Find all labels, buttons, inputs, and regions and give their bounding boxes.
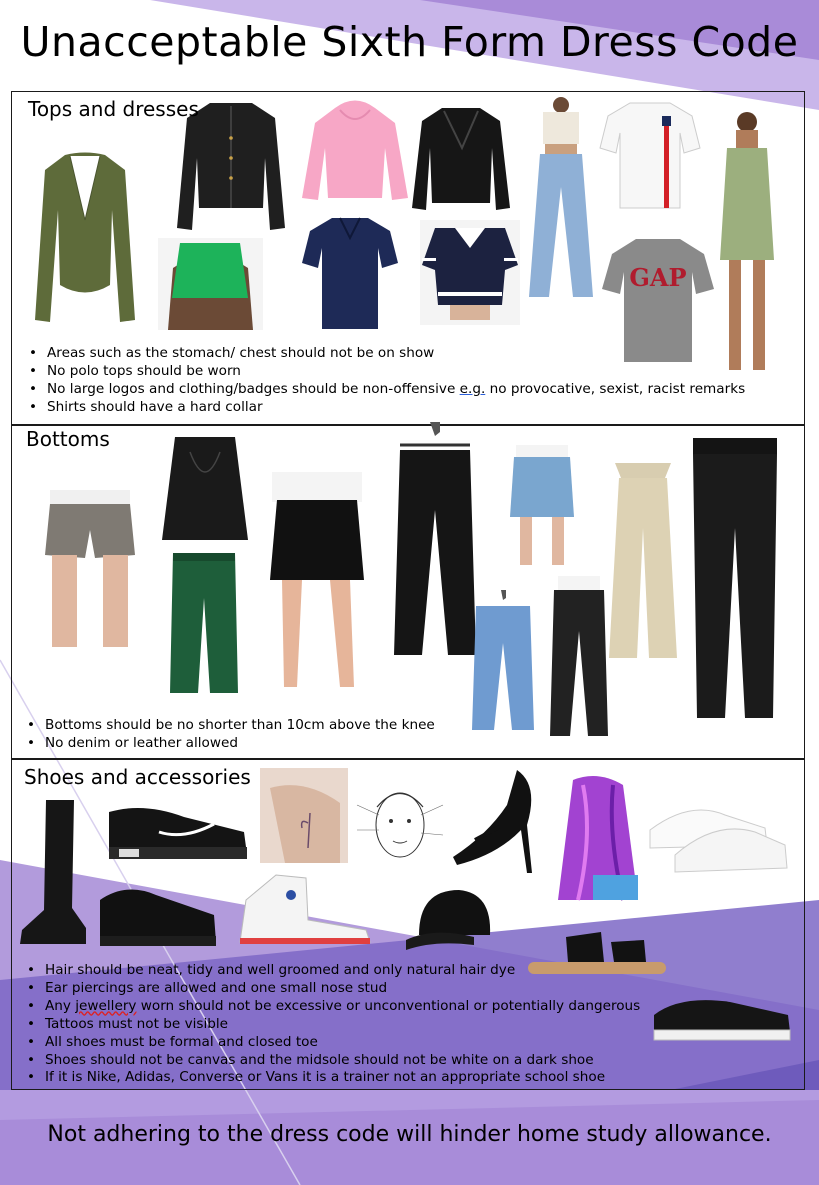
gap-logo-text: GAP [629, 263, 687, 292]
black-corduroy-skirt-image [262, 472, 372, 690]
grey-shorts-image [40, 490, 140, 650]
arm-tattoo-image [260, 768, 348, 863]
black-strappy-heels-image [447, 765, 543, 877]
shoes-section-title: Shoes and accessories [24, 765, 251, 789]
list-item: • Hair should be neat, tidy and well groomed and only natural hair dye [25, 962, 640, 980]
leather-mini-skirt-image [160, 432, 250, 544]
green-joggers-image [168, 548, 240, 698]
white-trainers-image [645, 790, 790, 890]
navy-polo-shirt-image [302, 213, 398, 331]
green-mini-dress-image [702, 110, 792, 375]
list-item: • Tattoos must not be visible [25, 1016, 640, 1034]
list-item: • Any jewellery worn should not be excessive or unconventional or potentially dangerous [25, 998, 640, 1016]
jewellery-word: jewellery [75, 997, 137, 1014]
eg-abbreviation: e.g. [459, 380, 486, 397]
list-item: • If it is Nike, Adidas, Converse or Vans it is a trainer not an appropriate school shoe [25, 1069, 640, 1087]
black-slip-on-vans-image [650, 990, 792, 1045]
black-thigh-high-boots-image [16, 798, 88, 946]
bottoms-bullet-list [25, 717, 435, 753]
shoes-bullet-list [25, 962, 640, 1087]
footer-note: Not adhering to the dress code will hinder home study allowance. [47, 1122, 772, 1147]
blue-mom-jeans-image [472, 588, 534, 734]
pink-hoodie-image [300, 98, 410, 208]
crop-top-with-jeans-image [525, 97, 597, 302]
purple-dyed-hair-image [553, 775, 643, 903]
green-crop-top-image [158, 238, 263, 330]
england-football-shirt-image [600, 98, 700, 210]
tops-bullet-list [27, 345, 745, 417]
black-jeans-image [392, 420, 478, 660]
nike-air-max-trainers-image [104, 802, 249, 864]
navy-striped-crop-top-image [420, 220, 520, 325]
face-piercing-diagram-image [355, 775, 445, 865]
list-item: • Bottoms should be no shorter than 10cm above the knee [25, 717, 435, 735]
beige-paperbag-trousers-image [605, 458, 681, 663]
list-item: • All shoes must be formal and closed toe [25, 1034, 640, 1052]
tops-section-title: Tops and dresses [28, 97, 199, 121]
black-leggings-image [683, 438, 787, 722]
black-trainers-image [96, 880, 218, 952]
list-item: • Shirts should have a hard collar [27, 399, 745, 417]
list-item: • Shoes should not be canvas and the midsole should not be white on a dark shoe [25, 1052, 640, 1070]
list-item: • Areas such as the stomach/ chest should not be on show [27, 345, 745, 363]
black-baseball-cap-image [404, 885, 496, 957]
denim-mini-skirt-image [508, 445, 576, 567]
list-item: • No polo tops should be worn [27, 363, 745, 381]
list-item: • No denim or leather allowed [25, 735, 435, 753]
white-high-top-converse-image [236, 870, 374, 950]
page-title: Unacceptable Sixth Form Dress Code [20, 18, 799, 66]
green-bodysuit-image [30, 150, 140, 330]
black-leather-jacket-image [412, 103, 510, 215]
bottoms-section-title: Bottoms [26, 427, 110, 451]
list-item: • No large logos and clothing/badges should be non-offensive e.g. no provocative, sexist, racist remarks [27, 381, 745, 399]
list-item: • Ear piercings are allowed and one small nose stud [25, 980, 640, 998]
